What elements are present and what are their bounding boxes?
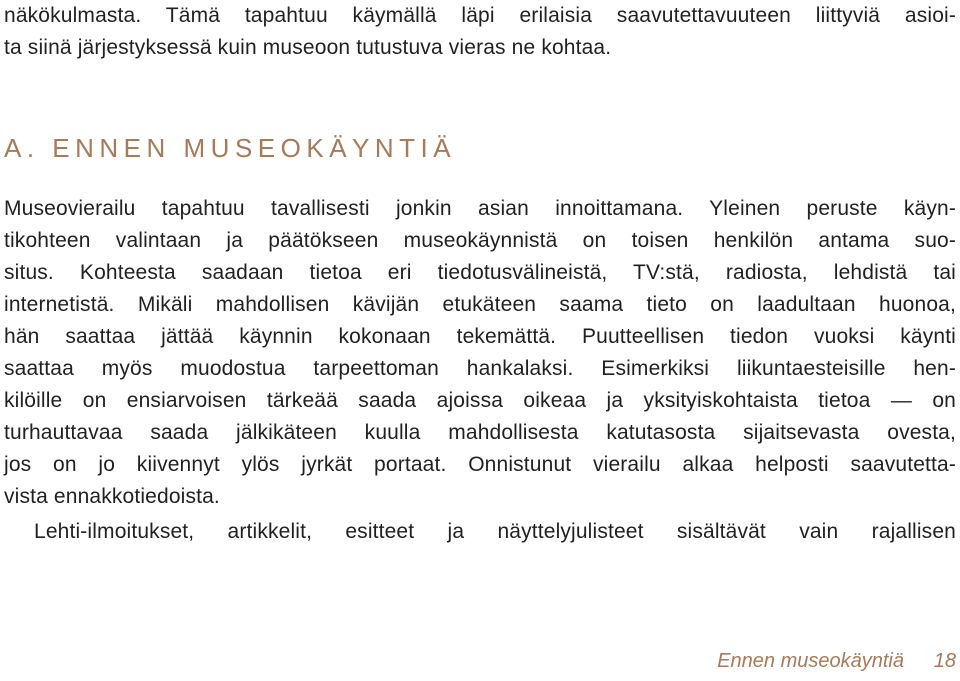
paragraph-line-4: internetistä. Mikäli mahdollisen kävijän etukäteen saama tieto on laadultaan huonoa,: [4, 293, 956, 316]
paragraph-line-9: jos on jo kiivennyt ylös jyrkät portaat. Onnistunut vierailu alkaa helposti saavutetta-: [4, 453, 956, 476]
paragraph-line-2: tikohteen valintaan ja päätökseen museokäynnistä on toisen henkilön antama suo-: [4, 229, 956, 252]
paragraph-line-8: turhauttavaa saada jälkikäteen kuulla mahdollisesta katutasosta sijaitsevasta ovesta,: [4, 421, 956, 444]
paragraph-line-3: situs. Kohteesta saadaan tietoa eri tiedotusvälineistä, TV:stä, radiosta, lehdistä tai: [4, 261, 956, 284]
paragraph-line-1: Museovierailu tapahtuu tavallisesti jonkin asian innoittamana. Yleinen peruste käyn-: [4, 197, 956, 220]
paragraph-line-7: kilöille on ensiarvoisen tärkeää saada ajoissa oikeaa ja yksityiskohtaista tietoa — on: [4, 389, 956, 412]
paragraph-line-10: vista ennakkotiedoista.: [4, 485, 220, 508]
intro-line-2: ta siinä järjestyksessä kuin museoon tutustuva vieras ne kohtaa.: [4, 36, 612, 59]
intro-line-1: näkökulmasta. Tämä tapahtuu käymällä läpi erilaisia saavutettavuuteen liittyviä asioi-: [4, 4, 956, 27]
paragraph-line-6: saattaa myös muodostua tarpeettoman hankalaksi. Esimerkiksi liikuntaesteisille hen-: [4, 357, 956, 380]
paragraph-line-5: hän saattaa jättää käynnin kokonaan tekemättä. Puutteellisen tiedon vuoksi käynti: [4, 325, 956, 348]
footer-page-number: 18: [933, 650, 956, 672]
second-paragraph-line-1: Lehti-ilmoitukset, artikkelit, esitteet ja näyttelyjulisteet sisältävät vain rajallisen: [34, 520, 956, 543]
footer-chapter-title: Ennen museokäyntiä: [717, 650, 904, 672]
section-heading: A. ENNEN MUSEOKÄYNTIÄ: [4, 133, 457, 163]
document-page: [4, 0, 956, 681]
